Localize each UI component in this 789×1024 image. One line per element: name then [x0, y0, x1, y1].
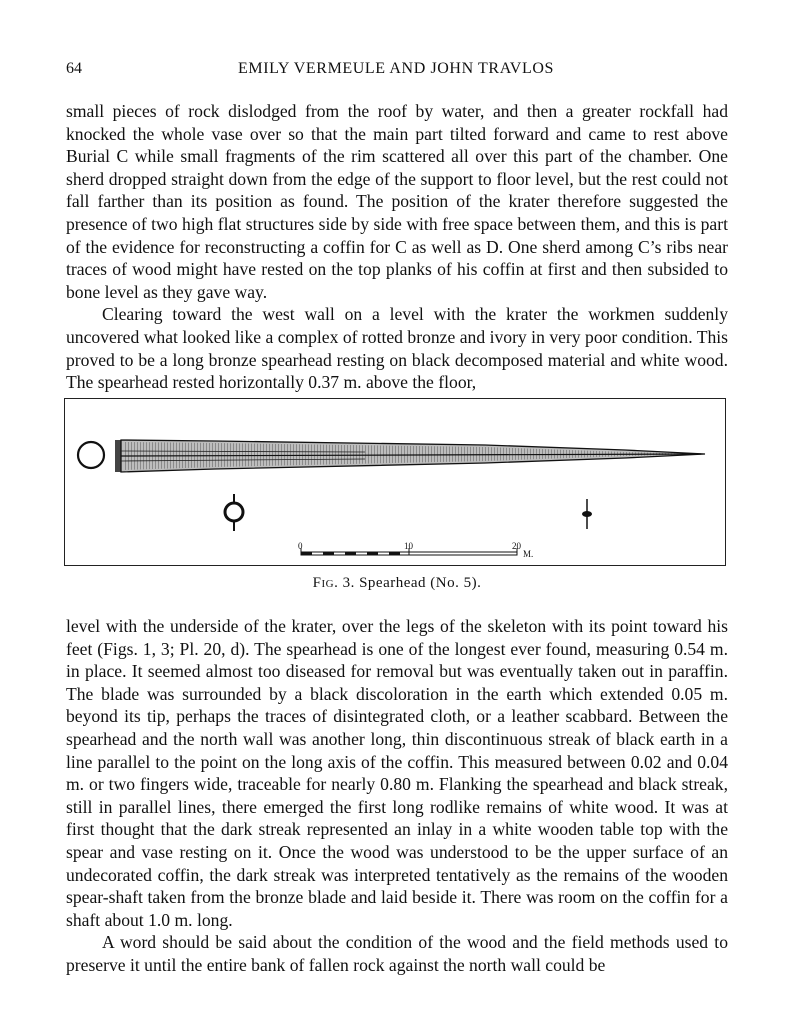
scale-label-start: 0 — [298, 541, 303, 551]
paragraph-1: small pieces of rock dislodged from the roof by water, and then a greater rockfall had knocked the whole vase over so that the main part tilted forward and came to rest above Burial C while small fragments of the rim scattered all over this part of the chamber. One sherd dropped straight down from the edge of the support to floor level, but the rest could not fall farther than its position as found. The position of the krater therefore suggested the presence of two high flat structures side by side with free space between them, and this is part of the evidence for reconstructing a coffin for C as well as D. One sherd among C’s ribs near traces of wood might have rested on the top planks of his coffin at first and then subsided to bone level as they gave way. — [66, 101, 728, 302]
socket-ring — [115, 440, 121, 472]
running-head: EMILY VERMEULE AND JOHN TRAVLOS — [238, 60, 554, 77]
paragraph-2: Clearing toward the west wall on a level with the krater the workmen suddenly uncovered what looked like a complex of rotted bronze and ivory in very poor condition. This proved to be a long bronze spearhead resting on black decomposed material and white wood. The spearhead rested horizontally 0.37 m. above the floor, — [66, 304, 728, 393]
scale-bar — [298, 541, 533, 559]
page-header — [66, 60, 726, 84]
section-socket — [225, 494, 243, 531]
paragraph-4: A word should be said about the condition of the wood and the field methods used to preserve it until the entire bank of fallen rock against the north wall could be — [66, 932, 728, 975]
spearhead-drawing — [65, 399, 727, 567]
figure-label: Fig. 3. — [312, 575, 355, 591]
figure-spearhead — [64, 398, 726, 566]
body-text-top — [66, 100, 728, 394]
paragraph-3: level with the underside of the krater, over the legs of the skeleton with its point toward his feet (Figs. 1, 3; Pl. 20, d). The spearhead is one of the longest ever found, measuring 0.54 m. in place. It seemed almost too diseased for removal but was eventually taken out in paraffin. The blade was surrounded by a black discoloration in the earth which extended 0.05 m. beyond its tip, perhaps the traces of disintegrated cloth, or a leather scabbard. Between the spearhead and the north wall was another long, thin discontinuous streak of black earth in a line parallel to the point on the long axis of the coffin. This measured between 0.02 and 0.04 m. or two fingers wide, traceable for nearly 0.80 m. Flanking the spearhead and black streak, still in parallel lines, there emerged the first long rodlike remains of white wood. It was at first thought that the dark streak represented an inlay in a white wooden table top with the spear and vase resting on it. Once the wood was understood to be the upper surface of an undecorated coffin, the dark streak was interpreted tentatively as the remains of the wooden spear-shaft taken from the bronze blade and laid beside it. There was room on the coffin for a shaft about 1.0 m. long. — [66, 616, 728, 930]
section-blade — [582, 499, 592, 529]
figure-title: Spearhead (No. 5). — [359, 575, 482, 591]
scale-label-end: 20 — [512, 541, 521, 551]
scale-label-mid: 10 — [404, 541, 413, 551]
figure-caption — [66, 575, 728, 592]
body-text-bottom — [66, 615, 728, 977]
socket-section-circle — [78, 442, 104, 468]
scale-unit: M. — [523, 549, 534, 559]
page-number: 64 — [66, 60, 82, 77]
